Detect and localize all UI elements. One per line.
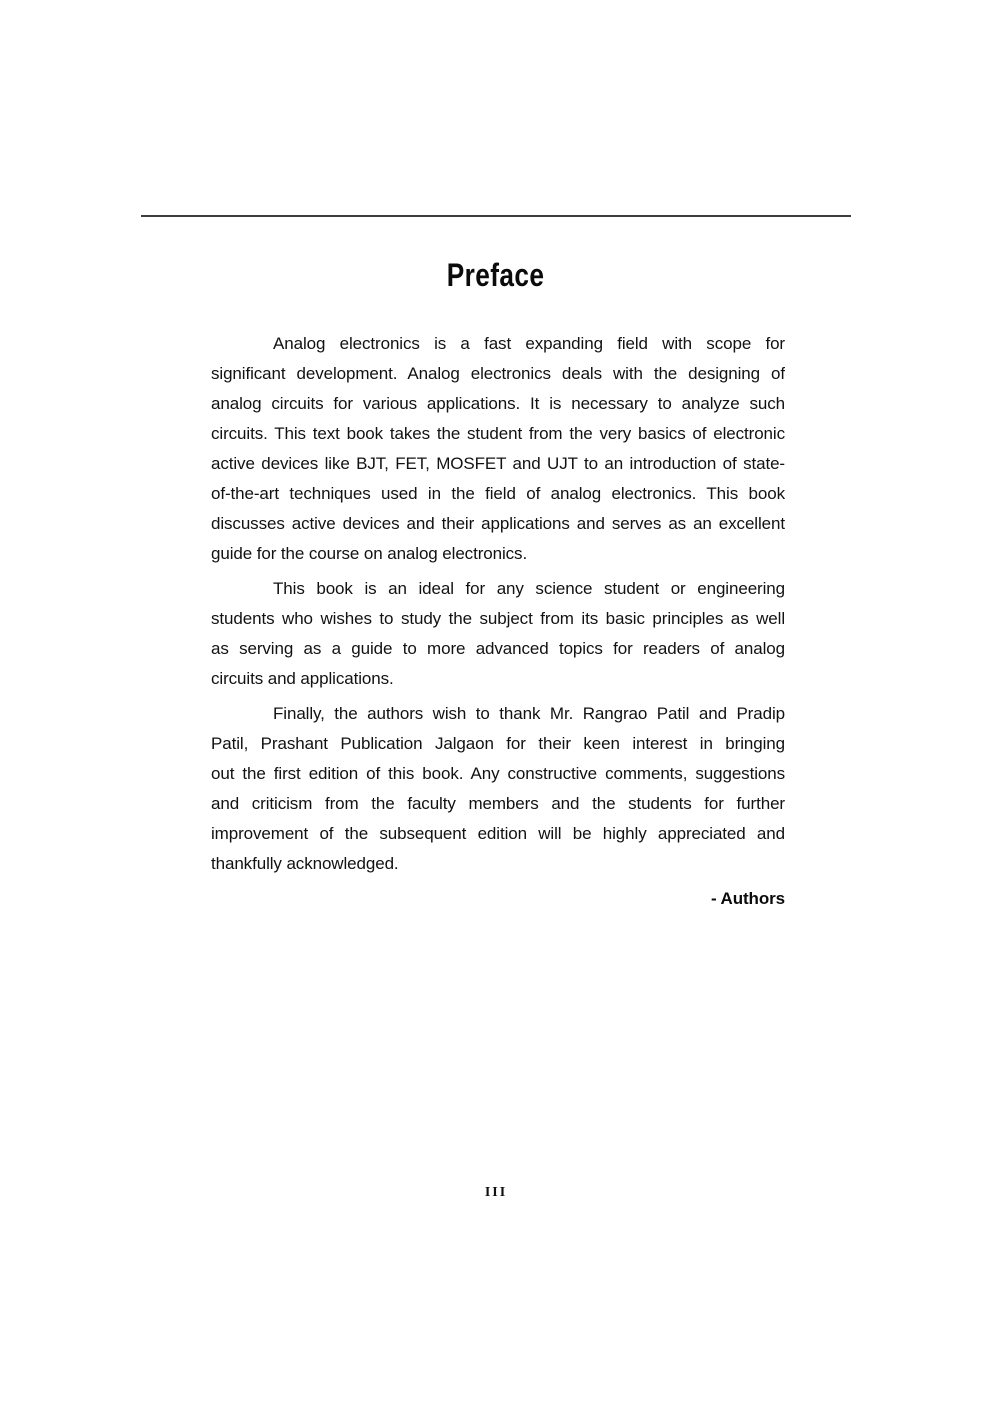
text-line: Patil, Prashant Publication Jalgaon for their keen interest in bringing: [211, 734, 785, 753]
text-line: Analog electronics is a fast expanding field with scope for: [273, 334, 785, 353]
page-title: Preface: [447, 257, 545, 293]
paragraph: [211, 699, 785, 879]
text-line: of-the-art techniques used in the field of analog electronics. This book: [211, 484, 785, 503]
paragraph: [211, 329, 785, 569]
text-line: significant development. Analog electronics deals with the designing of: [211, 364, 785, 383]
text-line: guide for the course on analog electronics.: [211, 544, 528, 563]
text-line: active devices like BJT, FET, MOSFET and UJT to an introduction of state-: [211, 454, 785, 473]
header-divider-line: [141, 215, 851, 217]
text-line: and criticism from the faculty members and the students for further: [211, 794, 785, 813]
text-line: out the first edition of this book. Any constructive comments, suggestions: [211, 764, 785, 783]
text-line: students who wishes to study the subject from its basic principles as well: [211, 609, 785, 628]
page-number: III: [484, 1185, 508, 1200]
text-line: as serving as a guide to more advanced topics for readers of analog: [211, 639, 785, 658]
preface-body: [211, 329, 785, 914]
authors-signature: - Authors: [710, 889, 785, 908]
text-line: thankfully acknowledged.: [211, 854, 399, 873]
text-line: circuits. This text book takes the student from the very basics of electronic: [211, 424, 785, 443]
text-line: circuits and applications.: [211, 669, 394, 688]
text-line: This book is an ideal for any science student or engineering: [273, 579, 785, 598]
text-line: analog circuits for various applications. It is necessary to analyze such: [211, 394, 785, 413]
text-line: Finally, the authors wish to thank Mr. Rangrao Patil and Pradip: [273, 704, 785, 723]
text-line: improvement of the subsequent edition will be highly appreciated and: [211, 824, 785, 843]
page-title-container: [0, 258, 992, 292]
paragraph: [211, 574, 785, 694]
text-line: discusses active devices and their applications and serves as an excellent: [211, 514, 785, 533]
